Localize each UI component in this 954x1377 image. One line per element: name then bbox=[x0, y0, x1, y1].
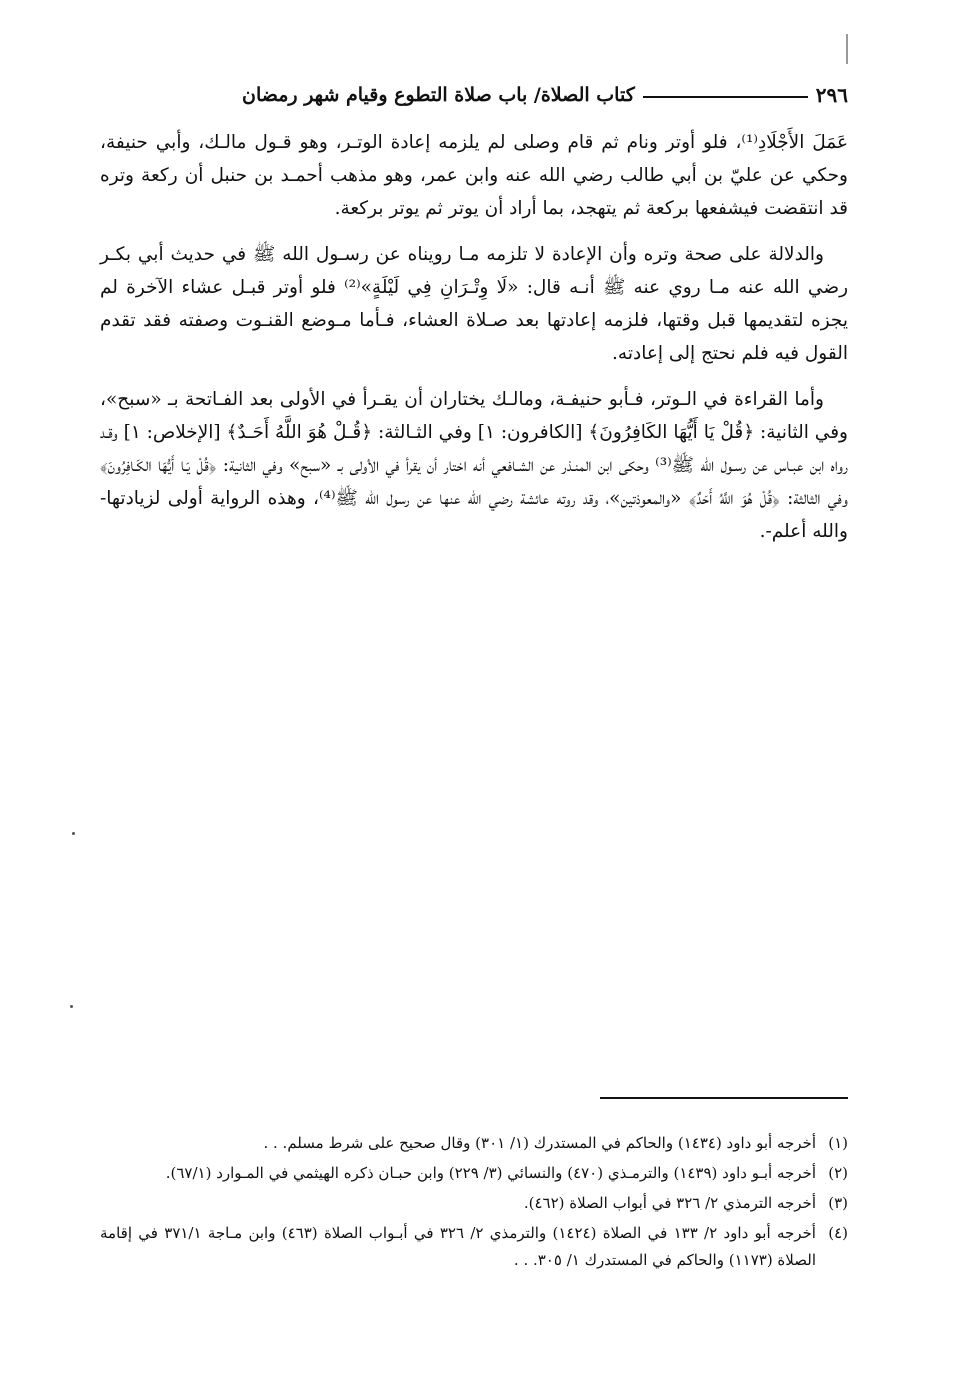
paragraph: وأما القراءة في الـوتر، فـأبو حنيفـة، ومالـك يختاران أن يقـرأ في الأولى بعد الفـاتحة بـ «سبح»، وفي الثانية: ﴿قُلْ يَا أَيُّهَا الكَافِرُونَ﴾ [الكافرون: ١] وفي الثـالثة: ﴿قُـلْ هُوَ اللَّهُ أَحَـدٌ﴾ [الإخلاص: ١] وقـد رواه ابن عبـاس عن رسـول الله ﷺ⁽³⁾ وحكى ابن المنـذر عن الشـافعي أنه اختار أن يقرأ في الأولى بـ «سبح» وفي الثانية: ﴿قُلْ يَـا أَيُّهَا الكَـافِرُونَ﴾ وفي الثالثة: ﴿قُلْ هُوَ اللَّهُ أَحَدٌ﴾ «والمعوذتين»، وقد روته عائشة رضي الله عنها عن رسول الله ﷺ⁽⁴⁾، وهذه الرواية أولى لزيادتها- والله أعلم-. bbox=[100, 389, 848, 542]
scan-speck bbox=[70, 1005, 73, 1008]
footnote-number: (٢) bbox=[828, 1164, 848, 1182]
footnote-text: أخرجه أبو داود ٢/ ١٣٣ في الصلاة (١٤٢٤) والترمذي ٢/ ٣٢٦ في أبـواب الصلاة (٤٦٣) وابن مـاجة ٣٧١/١ في إقامة الصلاة (١١٧٣) والحاكم في المستدرك ١/ ٣٠٥. . . bbox=[100, 1224, 816, 1269]
scan-speck bbox=[72, 832, 75, 835]
footnote-number: (٤) bbox=[828, 1224, 848, 1242]
footnote-text: أخرجه الترمذي ٢/ ٣٢٦ في أبواب الصلاة (٤٦٢). bbox=[523, 1194, 816, 1212]
footnote-text: أخرجه أبـو داود (١٤٣٩) والترمـذي (٤٧٠) والنسائي (٣/ ٢٢٩) وابن حبـان ذكره الهيثمي في المـوارد (٦٧/١). bbox=[165, 1164, 816, 1182]
footnote bbox=[100, 1130, 848, 1157]
footnotes bbox=[100, 1130, 848, 1277]
running-title: كتاب الصلاة/ باب صلاة التطوع وقيام شهر رمضان bbox=[242, 84, 635, 106]
header-rule bbox=[643, 96, 808, 98]
footnote bbox=[100, 1220, 848, 1274]
footnote-number: (١) bbox=[828, 1134, 848, 1152]
scan-edge-mark bbox=[846, 34, 848, 64]
footnote-separator bbox=[600, 1097, 848, 1099]
page-number: ٢٩٦ bbox=[815, 83, 848, 107]
main-text bbox=[100, 126, 848, 561]
paragraph: عَمَلَ الأَجْلَادِ⁽¹⁾، فلو أوتر ونام ثم قام وصلى لم يلزمه إعادة الوتـر، وهو قـول مالـك، وأبي حنيفة، وحكي عن عليّ بن أبي طالب رضي الله عنه وابن عمر، وهو مذهب أحمـد بن حنبل أن ركعة وتره قد انتقضت فيشفعها بركعة ثم يتهجد، بما أراد أن يوتر ثم يوتر بركعة. bbox=[100, 132, 848, 219]
footnote-number: (٣) bbox=[828, 1194, 848, 1212]
running-header bbox=[100, 78, 848, 112]
footnote-text: أخرجه أبو داود (١٤٣٤) والحاكم في المستدرك (١/ ٣٠١) وقال صحيح على شرط مسلم. . . bbox=[263, 1134, 816, 1152]
paragraph: والدلالة على صحة وتره وأن الإعادة لا تلزمه مـا رويناه عن رسـول الله ﷺ في حديث أبي بكـر رضي الله عنه مـا روي عنه ﷺ أنـه قال: «لَا وِتْـرَانِ فِي لَيْلَةٍ»⁽²⁾ فلو أوتر قبـل عشاء الآخرة لم يجزه لتقديمها قبل وقتها، فلزمه إعادتها بعد صـلاة العشاء، فـأما مـوضع القنـوت وصفته فقد تقدم القول فيه فلم نحتج إلى إعادته. bbox=[100, 244, 848, 364]
footnote bbox=[100, 1190, 848, 1217]
footnote bbox=[100, 1160, 848, 1187]
